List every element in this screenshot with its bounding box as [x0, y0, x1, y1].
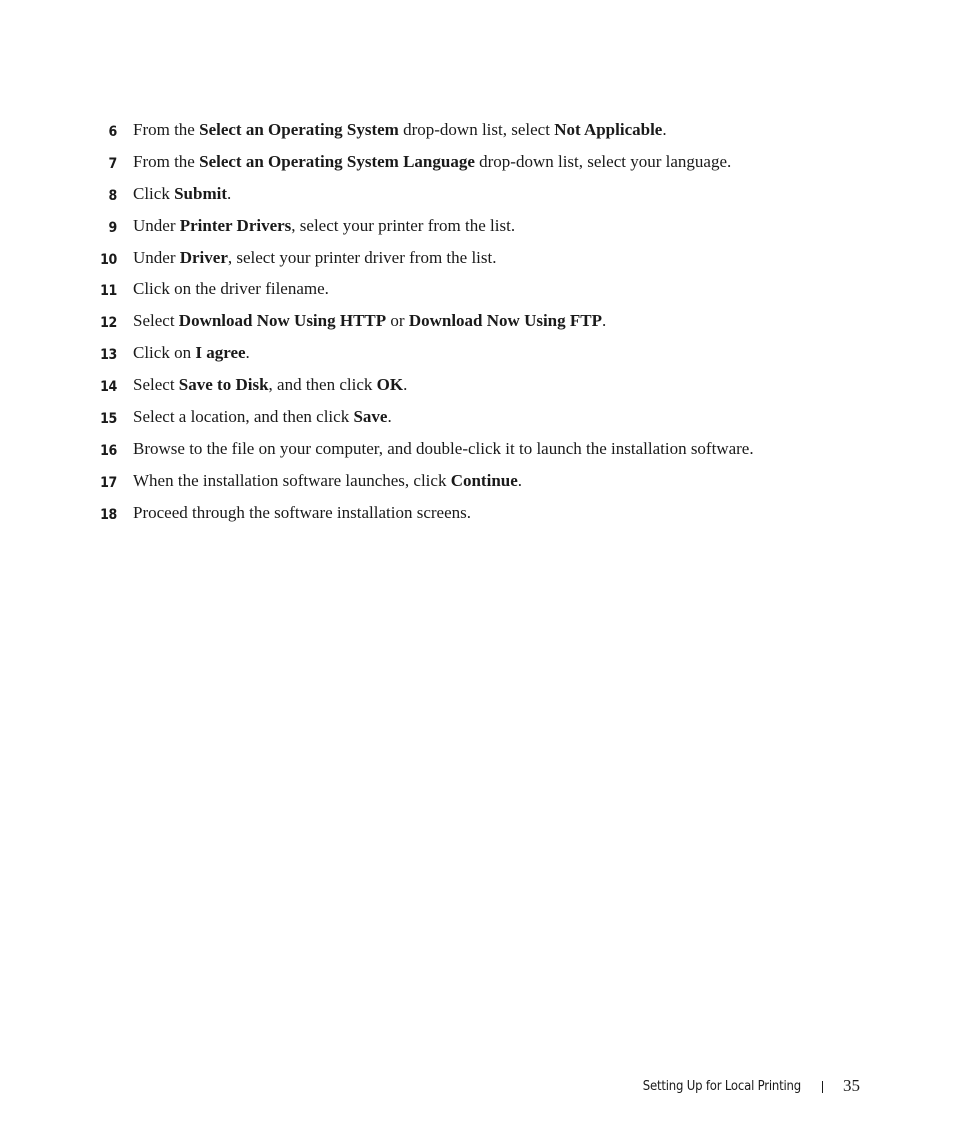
step-text-segment: From the	[133, 151, 200, 171]
step-text-segment: Select	[133, 375, 179, 395]
page-footer	[643, 1076, 860, 1096]
ui-term: Save to Disk	[178, 375, 269, 395]
step-number: 6	[108, 124, 117, 140]
step-number: 16	[100, 442, 117, 459]
step-text	[133, 311, 606, 331]
step-number: 17	[100, 474, 117, 491]
step-text-segment: drop-down list, select	[398, 120, 555, 139]
step-text-segment: Select a location, and then click	[133, 407, 354, 427]
ui-term: Download Now Using FTP	[408, 311, 602, 331]
step-item	[0, 371, 954, 403]
ui-term: Select an Operating System Language	[199, 151, 475, 171]
step-text	[133, 375, 407, 395]
step-text-segment: From the	[133, 120, 200, 139]
step-text-segment: Select	[133, 311, 179, 331]
step-item	[0, 275, 954, 307]
ui-term: Continue	[450, 470, 518, 490]
step-item	[0, 244, 954, 276]
step-text	[133, 439, 754, 459]
step-text-segment: .	[602, 311, 607, 331]
step-number: 14	[100, 379, 117, 396]
footer-section-title: Setting Up for Local Printing	[642, 1078, 801, 1094]
step-text-segment: Click	[133, 183, 175, 203]
instruction-steps	[0, 116, 954, 531]
step-text-segment: Under	[133, 215, 180, 235]
ui-term: Select an Operating System	[199, 120, 399, 139]
step-number: 13	[100, 347, 117, 364]
step-number: 11	[100, 283, 117, 300]
ui-term: Printer Drivers	[179, 215, 292, 235]
step-text	[133, 503, 471, 523]
step-text	[133, 279, 329, 299]
step-text	[133, 407, 392, 427]
step-text	[133, 471, 522, 491]
step-text-segment: .	[387, 407, 392, 427]
step-text-segment: .	[662, 120, 667, 139]
step-number: 9	[108, 219, 117, 236]
step-text-segment: Proceed through the software installation screens.	[133, 502, 472, 522]
step-text-segment: Browse to the file on your computer, and double-click it to launch the installation software.	[133, 438, 754, 458]
ui-term: Submit	[174, 183, 228, 203]
ui-term: I agree	[195, 343, 246, 363]
step-text-segment: .	[227, 183, 232, 203]
step-number: 10	[100, 251, 117, 268]
step-text-segment: Under	[133, 247, 180, 267]
ui-term: Save	[353, 407, 388, 427]
step-text-segment: .	[517, 470, 523, 490]
page-number: 35	[843, 1076, 860, 1095]
step-text-segment: .	[245, 343, 250, 363]
step-text	[133, 343, 250, 363]
step-number: 12	[100, 315, 117, 332]
step-item	[0, 212, 954, 244]
step-text-segment: or	[386, 311, 409, 331]
step-item	[0, 307, 954, 339]
step-number: 7	[108, 155, 117, 172]
step-item	[0, 180, 954, 212]
ui-term: Driver	[179, 247, 228, 267]
step-text-segment: , select your printer from the list.	[291, 215, 516, 235]
step-text	[133, 184, 231, 204]
step-text-segment: .	[403, 375, 408, 395]
footer-separator	[822, 1081, 823, 1093]
step-text	[133, 120, 667, 140]
step-number: 18	[100, 506, 117, 523]
step-item	[0, 403, 954, 435]
step-text	[133, 216, 515, 236]
ui-term: Not Applicable	[554, 120, 663, 139]
step-number: 15	[100, 411, 117, 428]
step-item	[0, 467, 954, 499]
step-item	[0, 435, 954, 467]
step-text-segment: drop-down list, select your language.	[474, 151, 732, 171]
step-text-segment: Click on	[133, 343, 196, 363]
step-text-segment: Click on the driver filename.	[133, 279, 329, 299]
step-text	[133, 248, 497, 268]
step-text	[133, 152, 731, 172]
ui-term: OK	[376, 375, 404, 395]
step-text-segment: , and then click	[268, 375, 377, 395]
ui-term: Download Now Using HTTP	[178, 311, 387, 331]
step-item	[0, 148, 954, 180]
step-item	[0, 499, 954, 531]
step-item	[0, 116, 954, 148]
step-text-segment: When the installation software launches, click	[133, 470, 451, 490]
step-item	[0, 339, 954, 371]
step-text-segment: , select your printer driver from the list.	[227, 247, 497, 267]
step-number: 8	[108, 187, 117, 204]
